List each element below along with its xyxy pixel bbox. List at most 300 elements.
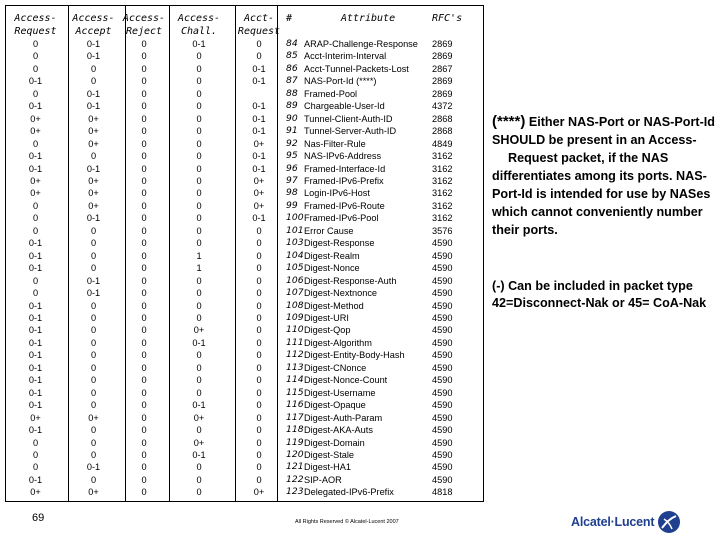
cell-access-accept: 0-1 bbox=[86, 101, 101, 112]
cell-acct-request: 0 bbox=[256, 337, 262, 348]
page-number: 69 bbox=[32, 512, 45, 524]
cell-rfc: 4590 bbox=[432, 425, 453, 436]
cell-access-chall: 0 bbox=[196, 238, 202, 249]
cell-access-reject: 0 bbox=[141, 387, 147, 398]
cell-rfc: 2869 bbox=[432, 39, 453, 49]
cell-acct-request: 0 bbox=[256, 39, 262, 49]
cell-access-request: 0-1 bbox=[28, 425, 43, 436]
table-row bbox=[6, 63, 472, 75]
cell-access-reject: 0 bbox=[141, 225, 147, 236]
cell-access-reject: 0 bbox=[141, 288, 147, 299]
attribute-table bbox=[6, 12, 472, 499]
cell-access-request: 0-1 bbox=[28, 350, 43, 361]
cell-access-accept: 0-1 bbox=[86, 163, 101, 174]
cell-access-chall: 0 bbox=[196, 225, 202, 236]
cell-attribute-number: 113 bbox=[286, 361, 304, 373]
cell-rfc: 4590 bbox=[432, 437, 453, 448]
cell-access-reject: 0 bbox=[141, 300, 147, 311]
logo-globe-icon bbox=[658, 511, 680, 533]
cell-acct-request: 0 bbox=[256, 263, 262, 274]
cell-access-chall: 0 bbox=[196, 63, 202, 74]
table-row bbox=[6, 163, 472, 175]
cell-rfc: 4590 bbox=[432, 412, 453, 423]
cell-rfc: 3162 bbox=[432, 163, 453, 174]
cell-access-reject: 0 bbox=[141, 400, 147, 411]
cell-access-chall: 0 bbox=[196, 387, 202, 398]
cell-attribute-number: 112 bbox=[286, 349, 304, 361]
header-number: # bbox=[286, 13, 293, 24]
cell-rfc: 4818 bbox=[432, 487, 453, 498]
table-row bbox=[6, 175, 472, 187]
cell-acct-request bbox=[232, 88, 286, 100]
cell-access-chall: 0 bbox=[196, 474, 202, 485]
cell-access-reject: 0 bbox=[141, 449, 147, 460]
cell-attribute-name: Digest-Nonce bbox=[304, 263, 360, 274]
cell-rfc: 4590 bbox=[432, 238, 453, 249]
cell-access-accept: 0 bbox=[90, 238, 97, 249]
cell-rfc: 3576 bbox=[432, 225, 453, 236]
cell-attribute-name: Digest-AKA-Auts bbox=[304, 425, 373, 436]
cell-access-chall: 0 bbox=[196, 350, 202, 361]
table-row bbox=[6, 374, 472, 386]
cell-access-accept: 0 bbox=[90, 387, 97, 398]
cell-attribute-name: Digest-HA1 bbox=[304, 462, 351, 473]
attribute-table-body bbox=[6, 38, 472, 499]
cell-attribute-number: 99 bbox=[286, 199, 298, 211]
cell-access-accept: 0 bbox=[90, 337, 97, 348]
cell-attribute-number: 103 bbox=[286, 237, 304, 249]
cell-access-request: 0 bbox=[32, 225, 39, 236]
cell-rfc: 2867 bbox=[432, 63, 453, 74]
cell-access-accept: 0+ bbox=[88, 126, 99, 137]
cell-access-reject: 0 bbox=[141, 39, 147, 49]
cell-access-chall: 0 bbox=[196, 188, 202, 199]
logo-wordmark: Alcatel·Lucent bbox=[571, 515, 655, 529]
cell-rfc: 4590 bbox=[432, 325, 453, 336]
cell-access-request: 0-1 bbox=[28, 400, 43, 411]
cell-access-reject: 0 bbox=[141, 188, 147, 199]
cell-attribute-number: 101 bbox=[286, 224, 304, 236]
cell-attribute-number: 111 bbox=[286, 336, 304, 348]
cell-attribute-name: Digest-Auth-Param bbox=[304, 412, 383, 423]
cell-access-chall: 0 bbox=[196, 51, 202, 62]
cell-attribute-name: Digest-Qop bbox=[304, 325, 351, 336]
cell-access-accept: 0 bbox=[90, 400, 97, 411]
cell-rfc: 4590 bbox=[432, 350, 453, 361]
cell-access-accept: 0-1 bbox=[86, 88, 101, 99]
cell-attribute-name: Framed-IPv6-Route bbox=[304, 200, 385, 211]
cell-attribute-name: Digest-Realm bbox=[304, 250, 360, 261]
cell-attribute-number: 95 bbox=[286, 150, 298, 162]
cell-access-chall: 0 bbox=[196, 126, 202, 137]
cell-attribute-number: 88 bbox=[286, 87, 298, 99]
cell-access-reject: 0 bbox=[141, 88, 147, 99]
cell-acct-request: 0 bbox=[256, 288, 262, 299]
cell-acct-request: 0 bbox=[256, 51, 262, 62]
cell-access-reject: 0 bbox=[141, 337, 147, 348]
cell-acct-request: 0 bbox=[256, 425, 262, 436]
cell-attribute-number: 98 bbox=[286, 187, 298, 199]
cell-attribute-name: Digest-Response-Auth bbox=[304, 275, 397, 286]
cell-access-chall: 0 bbox=[196, 425, 202, 436]
cell-access-request: 0 bbox=[32, 275, 39, 286]
cell-attribute-name: Framed-IPv6-Prefix bbox=[304, 175, 384, 186]
cell-access-reject: 0 bbox=[141, 312, 147, 323]
cell-access-reject: 0 bbox=[141, 213, 147, 224]
cell-attribute-name: Digest-URI bbox=[304, 312, 349, 323]
cell-access-reject: 0 bbox=[141, 474, 147, 485]
cell-access-chall: 0+ bbox=[193, 325, 205, 336]
cell-attribute-name: Digest-CNonce bbox=[304, 362, 367, 373]
cell-access-reject: 0 bbox=[141, 113, 147, 124]
cell-acct-request: 0-1 bbox=[252, 113, 266, 124]
cell-attribute-number: 100 bbox=[286, 212, 304, 224]
cell-access-accept: 0-1 bbox=[86, 39, 101, 49]
header-attribute: Attribute bbox=[340, 13, 396, 24]
cell-access-reject: 0 bbox=[141, 151, 147, 162]
cell-acct-request: 0 bbox=[256, 400, 262, 411]
cell-access-chall: 0 bbox=[196, 312, 202, 323]
cell-access-request: 0-1 bbox=[28, 325, 43, 336]
cell-access-chall: 0+ bbox=[193, 437, 205, 448]
cell-acct-request: 0+ bbox=[253, 487, 265, 498]
cell-access-reject: 0 bbox=[141, 51, 147, 62]
cell-rfc: 4590 bbox=[432, 337, 453, 348]
cell-acct-request: 0 bbox=[256, 437, 262, 448]
cell-attribute-name: Framed-Pool bbox=[304, 88, 358, 99]
table-row bbox=[6, 200, 472, 212]
cell-acct-request: 0-1 bbox=[252, 76, 266, 87]
cell-rfc: 3162 bbox=[432, 200, 453, 211]
cell-attribute-name: Framed-IPv6-Pool bbox=[304, 213, 379, 224]
cell-access-request: 0 bbox=[32, 213, 39, 224]
cell-attribute-name: Tunnel-Server-Auth-ID bbox=[304, 126, 397, 137]
cell-access-chall: 0-1 bbox=[192, 400, 206, 411]
cell-access-accept: 0-1 bbox=[86, 213, 101, 224]
cell-attribute-name: SIP-AOR bbox=[304, 474, 342, 485]
cell-access-request: 0-1 bbox=[28, 474, 43, 485]
copyright-text: All Rights Reserved © Alcatel-Lucent 2007 bbox=[295, 519, 399, 525]
cell-access-chall: 0 bbox=[196, 113, 202, 124]
alcatel-lucent-logo bbox=[571, 511, 680, 533]
cell-access-request: 0+ bbox=[30, 188, 41, 199]
cell-access-reject: 0 bbox=[141, 76, 147, 87]
cell-rfc: 4590 bbox=[432, 312, 453, 323]
cell-access-reject: 0 bbox=[141, 412, 147, 423]
cell-acct-request: 0+ bbox=[253, 200, 265, 211]
cell-access-reject: 0 bbox=[141, 350, 147, 361]
cell-acct-request: 0 bbox=[256, 225, 262, 236]
cell-acct-request: 0 bbox=[256, 250, 262, 261]
cell-attribute-number: 120 bbox=[286, 448, 304, 460]
cell-attribute-name: Digest-Response bbox=[304, 238, 375, 249]
cell-access-request: 0 bbox=[32, 437, 39, 448]
cell-rfc: 4590 bbox=[432, 275, 453, 286]
cell-rfc: 4590 bbox=[432, 362, 453, 373]
table-row bbox=[6, 337, 472, 349]
cell-access-request: 0-1 bbox=[28, 300, 43, 311]
table-row bbox=[6, 225, 472, 237]
cell-access-accept: 0 bbox=[90, 362, 97, 373]
cell-acct-request: 0-1 bbox=[252, 151, 266, 162]
cell-acct-request: 0 bbox=[256, 462, 262, 473]
cell-attribute-name: Chargeable-User-Id bbox=[304, 101, 385, 112]
cell-access-reject: 0 bbox=[141, 250, 147, 261]
cell-rfc: 3162 bbox=[432, 213, 453, 224]
cell-access-chall: 0 bbox=[196, 138, 202, 149]
cell-access-request: 0-1 bbox=[28, 76, 43, 87]
cell-acct-request: 0 bbox=[256, 449, 262, 460]
cell-access-reject: 0 bbox=[141, 63, 147, 74]
cell-access-request: 0-1 bbox=[28, 263, 43, 274]
cell-access-chall: 1 bbox=[196, 250, 202, 261]
cell-access-chall: 0 bbox=[196, 375, 202, 386]
cell-access-request: 0 bbox=[32, 138, 39, 149]
table-row bbox=[6, 88, 472, 100]
cell-rfc: 2868 bbox=[432, 113, 453, 124]
table-row bbox=[6, 212, 472, 224]
cell-access-request: 0-1 bbox=[28, 375, 43, 386]
cell-access-accept: 0 bbox=[90, 449, 97, 460]
cell-acct-request: 0 bbox=[256, 312, 262, 323]
cell-access-request: 0 bbox=[32, 288, 39, 299]
header-rfcs: RFC's bbox=[432, 13, 463, 24]
cell-attribute-number: 117 bbox=[286, 411, 304, 423]
cell-access-request: 0 bbox=[32, 39, 39, 49]
header-access-reject: Access- Reject bbox=[122, 13, 166, 37]
cell-access-chall: 0 bbox=[196, 101, 202, 112]
cell-rfc: 4590 bbox=[432, 288, 453, 299]
cell-attribute-number: 97 bbox=[286, 174, 298, 186]
cell-access-accept: 0 bbox=[90, 225, 97, 236]
note-text-line2: Request packet, if the NAS differentiates among its ports. NAS- Port-Id is intended for use by NASes which cannot conveniently number their ports. bbox=[492, 151, 711, 237]
cell-access-reject: 0 bbox=[141, 325, 147, 336]
cell-attribute-number: 96 bbox=[286, 162, 298, 174]
cell-rfc: 3162 bbox=[432, 151, 453, 162]
cell-acct-request: 0+ bbox=[253, 188, 265, 199]
table-row bbox=[6, 75, 472, 87]
cell-acct-request: 0 bbox=[256, 362, 262, 373]
cell-access-accept: 0 bbox=[90, 63, 97, 74]
cell-access-reject: 0 bbox=[141, 263, 147, 274]
cell-access-reject: 0 bbox=[141, 275, 147, 286]
cell-acct-request: 0-1 bbox=[252, 126, 266, 137]
cell-rfc: 4590 bbox=[432, 250, 453, 261]
cell-acct-request: 0 bbox=[256, 275, 262, 286]
cell-attribute-number: 116 bbox=[286, 399, 304, 411]
cell-acct-request: 0 bbox=[256, 325, 262, 336]
cell-attribute-number: 86 bbox=[286, 62, 298, 74]
table-header-row bbox=[6, 12, 472, 38]
cell-attribute-number: 84 bbox=[286, 38, 298, 49]
cell-attribute-name: Delegated-IPv6-Prefix bbox=[304, 487, 394, 498]
cell-access-request: 0-1 bbox=[28, 362, 43, 373]
cell-acct-request: 0-1 bbox=[252, 63, 266, 74]
note-marker: (****) bbox=[492, 113, 526, 130]
cell-attribute-name: Login-IPv6-Host bbox=[304, 188, 370, 199]
cell-attribute-number: 105 bbox=[286, 262, 304, 274]
table-row bbox=[6, 150, 472, 162]
cell-access-chall: 0 bbox=[196, 288, 202, 299]
cell-access-accept: 0+ bbox=[88, 175, 99, 186]
cell-attribute-number: 104 bbox=[286, 249, 304, 261]
table-row bbox=[6, 486, 472, 498]
cell-access-accept: 0 bbox=[90, 263, 97, 274]
cell-attribute-name: NAS-IPv6-Address bbox=[304, 151, 382, 162]
cell-access-request: 0+ bbox=[30, 175, 41, 186]
cell-acct-request: 0 bbox=[256, 474, 262, 485]
cell-acct-request: 0-1 bbox=[252, 213, 266, 224]
cell-access-accept: 0 bbox=[90, 474, 97, 485]
cell-access-chall: 0+ bbox=[193, 412, 205, 423]
cell-rfc: 2869 bbox=[432, 51, 453, 62]
cell-attribute-name: Error Cause bbox=[304, 225, 354, 236]
cell-acct-request: 0 bbox=[256, 387, 262, 398]
cell-attribute-number: 114 bbox=[286, 374, 304, 386]
table-row bbox=[6, 312, 472, 324]
cell-access-chall: 0 bbox=[196, 462, 202, 473]
table-row bbox=[6, 100, 472, 112]
cell-acct-request: 0 bbox=[256, 350, 262, 361]
cell-access-accept: 0-1 bbox=[86, 275, 101, 286]
cell-attribute-number: 90 bbox=[286, 112, 298, 124]
cell-attribute-number: 123 bbox=[286, 486, 304, 498]
cell-access-request: 0-1 bbox=[28, 387, 43, 398]
table-row bbox=[6, 449, 472, 461]
table-row bbox=[6, 262, 472, 274]
cell-access-chall: 1 bbox=[196, 263, 202, 274]
cell-access-request: 0 bbox=[32, 51, 39, 62]
cell-attribute-number: 107 bbox=[286, 287, 304, 299]
cell-attribute-name: Acct-Tunnel-Packets-Lost bbox=[304, 63, 409, 74]
cell-rfc: 3162 bbox=[432, 188, 453, 199]
cell-access-chall: 0 bbox=[196, 213, 202, 224]
cell-access-accept: 0 bbox=[90, 425, 97, 436]
cell-access-accept: 0 bbox=[90, 300, 97, 311]
cell-access-request: 0-1 bbox=[28, 337, 43, 348]
cell-access-request: 0-1 bbox=[28, 151, 43, 162]
cell-access-accept: 0-1 bbox=[86, 462, 101, 473]
cell-access-chall: 0 bbox=[196, 163, 202, 174]
cell-access-accept: 0-1 bbox=[86, 51, 101, 62]
table-row bbox=[6, 324, 472, 336]
cell-access-accept: 0+ bbox=[88, 487, 99, 498]
header-access-chall: Access- Chall. bbox=[177, 13, 221, 37]
cell-attribute-name: ARAP-Challenge-Response bbox=[304, 39, 418, 49]
cell-acct-request: 0 bbox=[256, 300, 262, 311]
cell-access-request: 0+ bbox=[30, 113, 41, 124]
cell-rfc: 3162 bbox=[432, 175, 453, 186]
cell-access-accept: 0 bbox=[90, 375, 97, 386]
cell-access-accept: 0-1 bbox=[86, 288, 101, 299]
cell-acct-request: 0 bbox=[256, 375, 262, 386]
cell-access-chall: 0 bbox=[196, 300, 202, 311]
cell-access-reject: 0 bbox=[141, 375, 147, 386]
cell-attribute-name: Framed-Interface-Id bbox=[304, 163, 386, 174]
cell-access-accept: 0 bbox=[90, 350, 97, 361]
cell-rfc: 2869 bbox=[432, 88, 453, 99]
cell-attribute-name: Tunnel-Client-Auth-ID bbox=[304, 113, 393, 124]
cell-acct-request: 0 bbox=[256, 238, 262, 249]
cell-access-accept: 0 bbox=[90, 437, 97, 448]
table-row bbox=[6, 237, 472, 249]
cell-access-request: 0-1 bbox=[28, 250, 43, 261]
table-row bbox=[6, 125, 472, 137]
table-row bbox=[6, 437, 472, 449]
cell-rfc: 4590 bbox=[432, 474, 453, 485]
cell-access-chall: 0-1 bbox=[192, 39, 206, 49]
cell-access-request: 0 bbox=[32, 462, 39, 473]
header-acct-request: Acct- Request bbox=[237, 13, 281, 37]
cell-acct-request: 0-1 bbox=[252, 163, 266, 174]
header-access-request: Access- Request bbox=[14, 13, 57, 37]
cell-attribute-name: Nas-Filter-Rule bbox=[304, 138, 366, 149]
cell-access-chall: 0 bbox=[196, 76, 202, 87]
cell-attribute-name: Digest-Opaque bbox=[304, 400, 366, 411]
cell-access-chall: 0-1 bbox=[192, 449, 206, 460]
cell-rfc: 4590 bbox=[432, 387, 453, 398]
cell-access-accept: 0 bbox=[90, 76, 97, 87]
cell-access-reject: 0 bbox=[141, 425, 147, 436]
cell-attribute-name: Digest-Stale bbox=[304, 449, 355, 460]
cell-rfc: 4590 bbox=[432, 449, 453, 460]
table-row bbox=[6, 187, 472, 199]
cell-access-reject: 0 bbox=[141, 138, 147, 149]
cell-rfc: 4590 bbox=[432, 263, 453, 274]
table-row bbox=[6, 113, 472, 125]
cell-attribute-number: 115 bbox=[286, 386, 304, 398]
cell-access-chall: 0 bbox=[196, 487, 202, 498]
table-row bbox=[6, 300, 472, 312]
table-row bbox=[6, 250, 472, 262]
cell-access-request: 0 bbox=[32, 63, 39, 74]
cell-attribute-number: 92 bbox=[286, 137, 298, 149]
table-row bbox=[6, 461, 472, 473]
cell-attribute-number: 85 bbox=[286, 50, 298, 62]
cell-access-chall: 0 bbox=[196, 362, 202, 373]
cell-access-reject: 0 bbox=[141, 437, 147, 448]
cell-attribute-number: 108 bbox=[286, 299, 304, 311]
cell-rfc: 4372 bbox=[432, 101, 453, 112]
cell-access-reject: 0 bbox=[141, 101, 147, 112]
cell-access-reject: 0 bbox=[141, 200, 147, 211]
table-row bbox=[6, 275, 472, 287]
cell-attribute-number: 118 bbox=[286, 424, 304, 436]
cell-attribute-number: 110 bbox=[286, 324, 304, 336]
cell-attribute-name: Digest-Entity-Body-Hash bbox=[304, 350, 405, 361]
cell-access-request: 0-1 bbox=[28, 101, 43, 112]
cell-attribute-number: 121 bbox=[286, 461, 304, 473]
cell-access-chall: 0 bbox=[196, 88, 202, 99]
note-text-line1: Either NAS-Port or NAS-Port-Id SHOULD be present in an Access- bbox=[492, 115, 715, 147]
cell-rfc: 4590 bbox=[432, 300, 453, 311]
cell-attribute-number: 89 bbox=[286, 100, 298, 112]
cell-attribute-number: 109 bbox=[286, 311, 304, 323]
header-access-accept: Access- Accept bbox=[72, 13, 115, 37]
cell-attribute-name: Digest-Nextnonce bbox=[304, 288, 378, 299]
table-row bbox=[6, 424, 472, 436]
table-row bbox=[6, 349, 472, 361]
cell-access-request: 0 bbox=[32, 449, 39, 460]
cell-rfc: 2869 bbox=[432, 76, 453, 87]
table-row bbox=[6, 287, 472, 299]
cell-acct-request: 0+ bbox=[253, 175, 265, 186]
cell-access-reject: 0 bbox=[141, 163, 147, 174]
cell-attribute-number: 106 bbox=[286, 274, 304, 286]
disconnect-nak-note: (-) Can be included in packet type 42=Disconnect-Nak or 45= CoA-Nak bbox=[492, 279, 707, 310]
cell-access-reject: 0 bbox=[141, 462, 147, 473]
cell-rfc: 4849 bbox=[432, 138, 453, 149]
